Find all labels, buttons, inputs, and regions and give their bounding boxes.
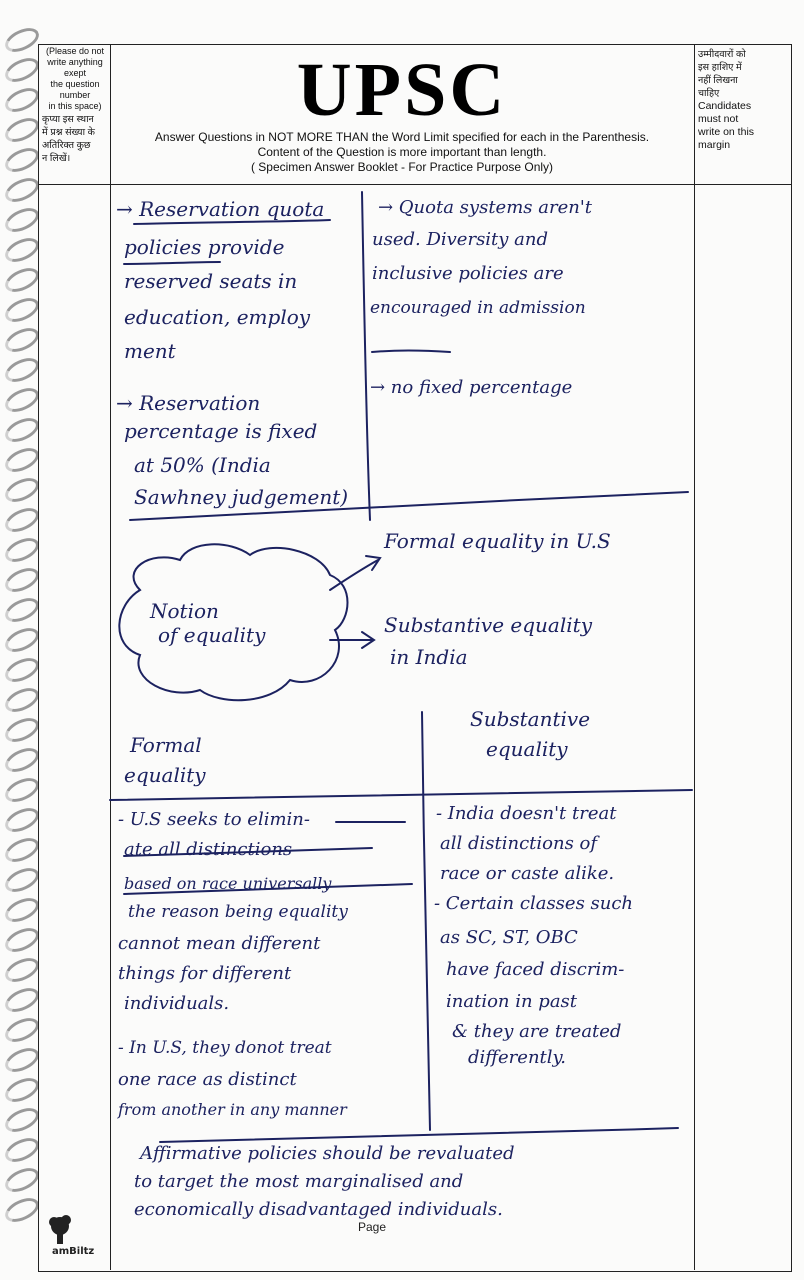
spiral-ring — [1, 383, 42, 416]
page-title: UPSC — [296, 48, 508, 132]
spiral-ring — [1, 473, 42, 506]
table-left-line-5: ment — [124, 339, 176, 363]
spiral-ring — [1, 503, 42, 536]
col-head-right-2: equality — [486, 737, 568, 761]
table-right-line-6: → no fixed percentage — [370, 377, 573, 398]
header-divider — [38, 184, 792, 185]
table-left-line-2: policies provide — [124, 235, 285, 259]
spiral-ring — [1, 773, 42, 806]
table-left-line-9: at 50% (India — [134, 453, 271, 477]
spiral-ring — [1, 443, 42, 476]
table-left-line-1: → Reservation quota — [116, 197, 325, 221]
table-right-line-1: → Quota systems aren't — [378, 197, 592, 218]
col-left-line-7: individuals. — [124, 993, 230, 1014]
spiral-ring — [1, 563, 42, 596]
spiral-ring — [1, 293, 42, 326]
table-left-line-4: education, employ — [124, 305, 311, 329]
spiral-ring — [1, 533, 42, 566]
left-margin-note: (Please do not write anything exept the question number in this space) कृप्या इस स्थान में प्रश्न संख्या के अतिरिक्त कुछ न लिखें। — [42, 46, 105, 164]
table-left-line-3: reserved seats in — [124, 269, 298, 293]
diagram-center-line-1: Notion — [150, 599, 219, 623]
spiral-ring — [1, 203, 42, 236]
spiral-ring — [1, 1193, 42, 1226]
col-right-line-3: race or caste alike. — [440, 863, 615, 884]
spiral-ring — [1, 743, 42, 776]
conclusion-line-1: Affirmative policies should be revaluated — [140, 1143, 515, 1164]
spiral-ring — [1, 53, 42, 86]
spiral-ring — [1, 1163, 42, 1196]
col-right-line-8: & they are treated — [452, 1021, 622, 1042]
spiral-ring — [1, 863, 42, 896]
table-right-line-4: encouraged in admission — [370, 298, 586, 318]
spiral-ring — [1, 143, 42, 176]
diagram-center-line-2: of equality — [158, 623, 266, 647]
spiral-ring — [1, 593, 42, 626]
spiral-ring — [1, 803, 42, 836]
table-left-line-8: percentage is fixed — [124, 419, 318, 443]
col-right-line-7: ination in past — [446, 991, 578, 1012]
col-left-line-4: the reason being equality — [128, 902, 348, 922]
spiral-ring — [1, 953, 42, 986]
spiral-ring — [1, 353, 42, 386]
spiral-ring — [1, 893, 42, 926]
conclusion-line-3: economically disadvantaged individuals. — [134, 1199, 503, 1220]
page-number-label: Page — [358, 1220, 387, 1234]
spiral-ring — [1, 713, 42, 746]
spiral-ring — [1, 263, 42, 296]
col-right-line-6: have faced discrim- — [446, 959, 625, 980]
right-margin-line — [694, 44, 695, 1270]
col-right-line-2: all distinctions of — [440, 833, 598, 854]
left-margin-line — [110, 44, 111, 1270]
spiral-ring — [1, 623, 42, 656]
spiral-ring — [1, 923, 42, 956]
right-margin-note: उम्मीदवारों को इस हाशिए में नहीं लिखना चाहिए Candidates must not write on this margin — [698, 49, 755, 151]
col-right-line-9: differently. — [468, 1047, 567, 1068]
col-left-line-10: one race as distinct — [118, 1069, 297, 1090]
spiral-ring — [1, 233, 42, 266]
spiral-binding — [0, 30, 40, 1270]
diagram-branch-formal: Formal equality in U.S — [384, 529, 611, 553]
diagram-branch-substantive-1: Substantive equality — [384, 613, 592, 637]
spiral-ring — [1, 1103, 42, 1136]
col-left-line-6: things for different — [118, 963, 292, 984]
table-right-line-2: used. Diversity and — [372, 229, 549, 250]
spiral-ring — [1, 1073, 42, 1106]
spiral-ring — [1, 113, 42, 146]
brand-logo-text: amBiltz — [52, 1246, 95, 1257]
spiral-ring — [1, 23, 42, 56]
col-left-line-11: from another in any manner — [118, 1100, 347, 1119]
col-head-left-2: equality — [124, 763, 206, 787]
spiral-ring — [1, 653, 42, 686]
spiral-ring — [1, 983, 42, 1016]
diagram-branch-substantive-2: in India — [390, 645, 468, 669]
col-left-line-3: based on race universally — [124, 874, 332, 893]
col-left-line-9: - In U.S, they donot treat — [118, 1038, 332, 1058]
instructions: Answer Questions in NOT MORE THAN the Word Limit specified for each in the Parenthesis. Content of the Question is more important than length. ( Specimen Answer Booklet - For Practice Purpose Only) — [154, 130, 650, 174]
col-head-left-1: Formal — [130, 733, 202, 757]
table-left-line-10: Sawhney judgement) — [134, 485, 349, 509]
table-left-line-7: → Reservation — [116, 391, 261, 415]
spiral-ring — [1, 1013, 42, 1046]
spiral-ring — [1, 1133, 42, 1166]
spiral-ring — [1, 83, 42, 116]
col-left-line-5: cannot mean different — [118, 933, 321, 954]
table-right-line-3: inclusive policies are — [372, 263, 564, 284]
col-right-line-5: as SC, ST, OBC — [440, 927, 578, 948]
brand-logo-icon — [42, 1210, 112, 1270]
spiral-ring — [1, 833, 42, 866]
spiral-ring — [1, 173, 42, 206]
spiral-ring — [1, 413, 42, 446]
col-left-line-2: ate all distinctions — [124, 839, 293, 860]
spiral-ring — [1, 1043, 42, 1076]
spiral-ring — [1, 323, 42, 356]
col-left-line-1: - U.S seeks to elimin- — [118, 809, 310, 830]
col-head-right-1: Substantive — [470, 707, 591, 731]
col-right-line-4: - Certain classes such — [434, 893, 634, 914]
spiral-ring — [1, 683, 42, 716]
conclusion-line-2: to target the most marginalised and — [134, 1171, 464, 1192]
col-right-line-1: - India doesn't treat — [436, 803, 617, 824]
